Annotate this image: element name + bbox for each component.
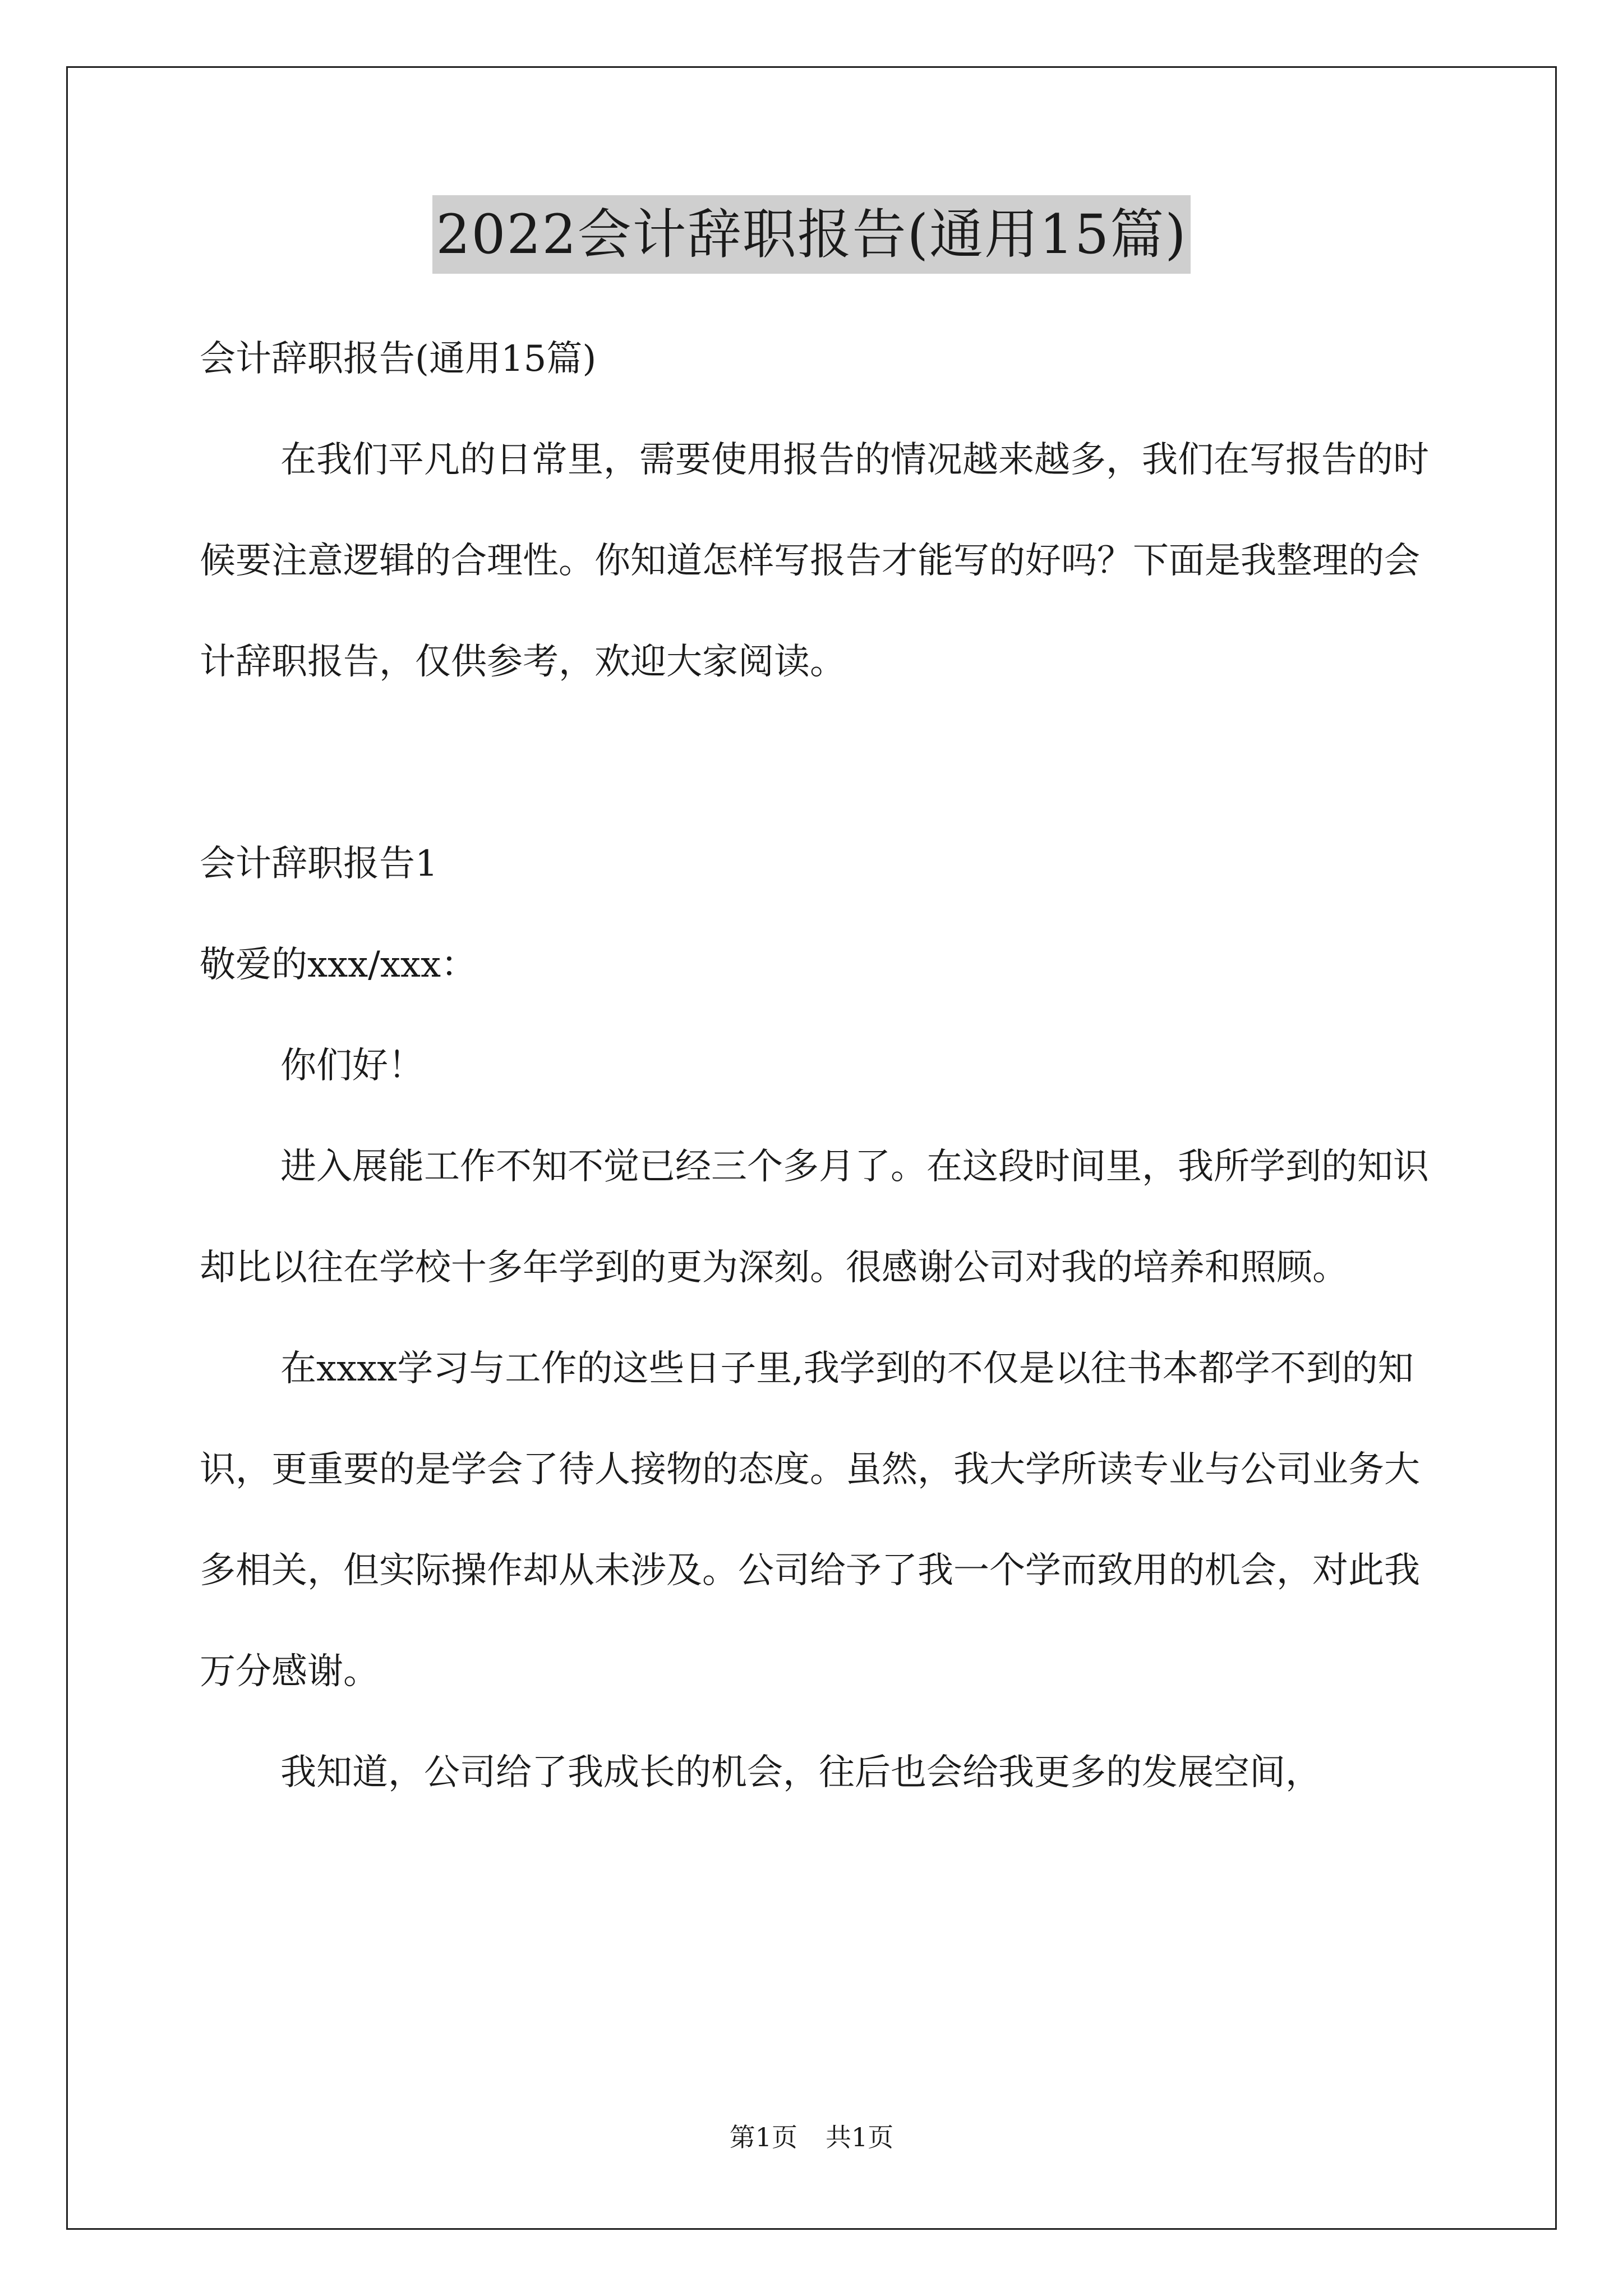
salutation: 敬爱的xxx/xxx：: [200, 944, 477, 986]
document-title: 2022会计辞职报告(通用15篇): [432, 195, 1190, 274]
greeting: 你们好！: [280, 1045, 424, 1087]
section-heading: 会计辞职报告1: [200, 843, 438, 885]
title-container: [0, 195, 1623, 274]
body-paragraph: 在xxxx学习与工作的这些日子里,我学到的不仅是以往书本都学不到的知识，更重要的是学会了待人接物的态度。虽然，我大学所读专业与公司业务大多相关，但实际操作却从未涉及。公司给予了我一个学而致用的机会，对此我万分感谢。: [200, 1348, 1420, 1692]
intro-paragraph: 在我们平凡的日常里，需要使用报告的情况越来越多，我们在写报告的时候要注意逻辑的合理性。你知道怎样写报告才能写的好吗？下面是我整理的会计辞职报告，仅供参考，欢迎大家阅读。: [200, 439, 1429, 683]
paragraph-spacer: [200, 712, 1433, 813]
document-body: [200, 309, 1433, 1823]
body-paragraph: 我知道，公司给了我成长的机会，往后也会给我更多的发展空间，: [280, 1752, 1321, 1793]
body-paragraph: 进入展能工作不知不觉已经三个多月了。在这段时间里，我所学到的知识却比以往在学校十多年学到的更为深刻。很感谢公司对我的培养和照顾。: [200, 1146, 1429, 1289]
page-total: 共1页: [826, 2122, 894, 2152]
page-number: 第1页: [729, 2122, 797, 2152]
page-footer: [0, 2120, 1623, 2154]
document-subtitle: 会计辞职报告(通用15篇): [200, 338, 597, 380]
